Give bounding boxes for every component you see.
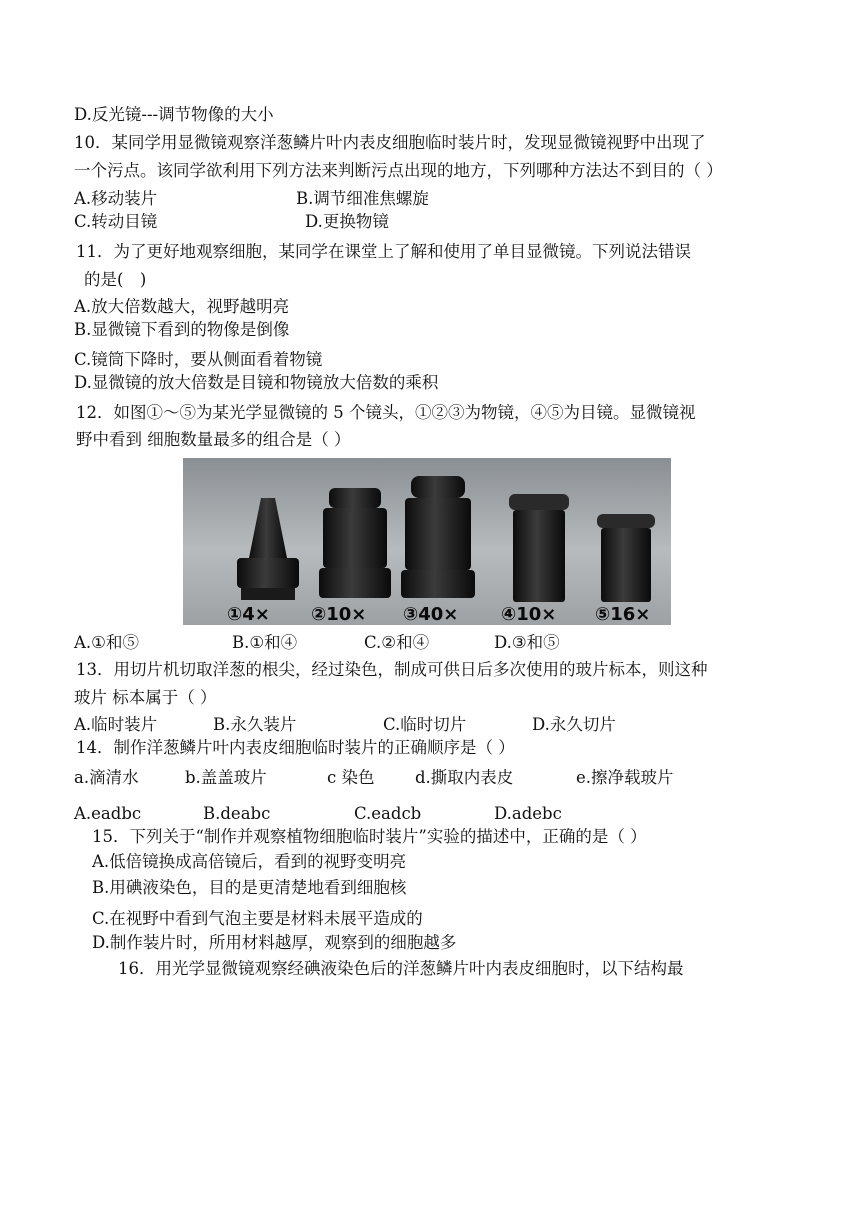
q13-option-d: D.永久切片: [532, 715, 616, 734]
lens-5-icon: [597, 514, 655, 602]
q15-stem: 15．下列关于“制作并观察植物细胞临时装片”实验的描述中，正确的是（ ）: [92, 827, 647, 846]
q13-stem-line1: 13．用切片机切取洋葱的根尖，经过染色，制成可供日后多次使用的玻片标本，则这种: [76, 660, 708, 679]
q15-option-d: D.制作装片时，所用材料越厚，观察到的细胞越多: [92, 933, 457, 952]
q12-option-a: A.①和⑤: [74, 633, 139, 652]
lens-label-5: ⑤16×: [595, 604, 651, 625]
q16-stem: 16．用光学显微镜观察经碘液染色后的洋葱鳞片叶内表皮细胞时，以下结构最: [118, 959, 684, 978]
q11-stem-line2: 的是( ): [84, 270, 147, 289]
q14-stem: 14．制作洋葱鳞片叶内表皮细胞临时装片的正确顺序是（ ）: [76, 738, 515, 757]
q12-option-d: D.③和⑤: [494, 633, 560, 652]
q15-option-b: B.用碘液染色，目的是更清楚地看到细胞核: [92, 878, 407, 897]
q13-option-c: C.临时切片: [383, 715, 467, 734]
q15-option-c: C.在视野中看到气泡主要是材料未展平造成的: [92, 909, 423, 928]
q11-stem-line1: 11．为了更好地观察细胞，某同学在课堂上了解和使用了单目显微镜。下列说法错误: [76, 242, 691, 261]
q10-stem-line1: 10．某同学用显微镜观察洋葱鳞片叶内表皮细胞临时装片时，发现显微镜视野中出现了: [74, 133, 706, 152]
q10-option-a: A.移动装片: [74, 189, 158, 208]
lens-label-3: ③40×: [403, 604, 459, 625]
q12-stem-line2: 野中看到 细胞数量最多的组合是（ ）: [76, 430, 351, 449]
lens-1-icon: [237, 498, 299, 600]
microscope-lenses-photo: [183, 458, 671, 625]
q12-option-c: C.②和④: [364, 633, 430, 652]
lens-label-4: ④10×: [501, 604, 557, 625]
q12-option-b: B.①和④: [232, 633, 298, 652]
q12-stem-line1: 12．如图①～⑤为某光学显微镜的 5 个镜头，①②③为物镜，④⑤为目镜。显微镜视: [76, 403, 696, 422]
q11-option-a: A.放大倍数越大，视野越明亮: [74, 297, 290, 316]
q14-option-d: D.adebc: [494, 804, 562, 823]
q11-option-b: B.显微镜下看到的物像是倒像: [74, 320, 290, 339]
lens-label-1: ①4×: [227, 604, 270, 625]
q14-step-d: d.撕取内表皮: [415, 768, 514, 787]
q10-option-b: B.调节细准焦螺旋: [296, 189, 429, 208]
lens-3-icon: [401, 476, 475, 598]
q14-step-a: a.滴清水: [74, 768, 139, 787]
q14-step-c: c 染色: [327, 768, 375, 787]
q13-stem-line2: 玻片 标本属于（ ）: [74, 688, 217, 707]
q13-option-a: A.临时装片: [74, 715, 158, 734]
q15-option-a: A.低倍镜换成高倍镜后，看到的视野变明亮: [92, 852, 407, 871]
q10-option-d: D.更换物镜: [305, 212, 389, 231]
q14-option-c: C.eadcb: [354, 804, 422, 823]
q11-option-c: C.镜筒下降时，要从侧面看着物镜: [74, 350, 323, 369]
q11-option-d: D.显微镜的放大倍数是目镜和物镜放大倍数的乘积: [74, 373, 439, 392]
q10-option-c: C.转动目镜: [74, 212, 158, 231]
q10-stem-line2: 一个污点。该同学欲利用下列方法来判断污点出现的地方，下列哪种方法达不到目的（ ）: [74, 161, 723, 180]
lens-2-icon: [319, 488, 391, 598]
q14-step-b: b.盖盖玻片: [185, 768, 267, 787]
q9-option-d: D.反光镜---调节物像的大小: [74, 105, 274, 124]
lens-label-2: ②10×: [311, 604, 367, 625]
lens-4-icon: [509, 494, 569, 602]
q14-option-b: B.deabc: [203, 804, 271, 823]
q13-option-b: B.永久装片: [213, 715, 297, 734]
q14-step-e: e.擦净载玻片: [576, 768, 674, 787]
q14-option-a: A.eadbc: [74, 804, 142, 823]
